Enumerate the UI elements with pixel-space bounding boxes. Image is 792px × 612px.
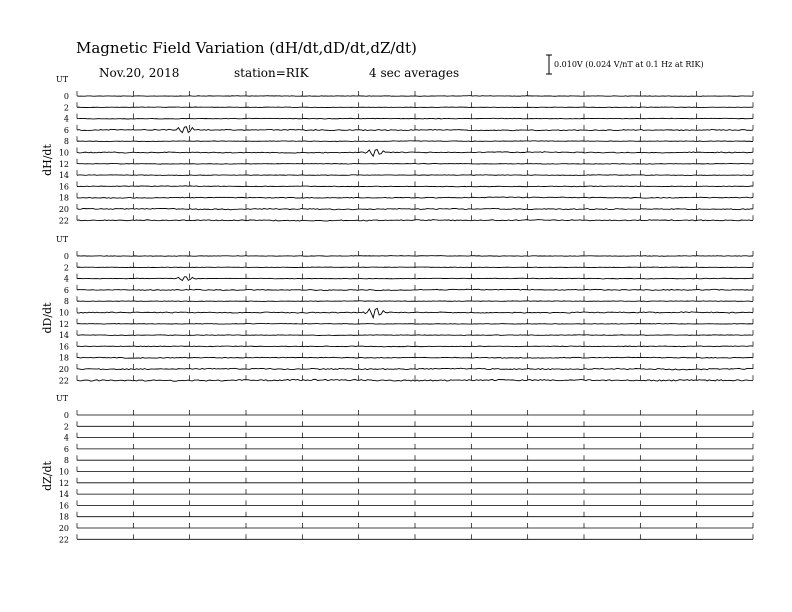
trace-line (77, 335, 753, 336)
hour-label: 22 (58, 216, 69, 226)
scale-bar (546, 55, 552, 74)
hour-label: 12 (58, 478, 69, 488)
trace-line (77, 186, 753, 187)
hour-label: 8 (63, 137, 69, 147)
hour-label: 6 (63, 444, 69, 454)
hour-label: 16 (58, 342, 69, 352)
trace-line (77, 107, 753, 108)
hour-label: 2 (63, 103, 69, 113)
ut-label: UT (56, 75, 69, 84)
hour-label: 2 (63, 422, 69, 432)
hour-label: 4 (63, 114, 69, 124)
trace-line (77, 301, 753, 302)
hour-label: 12 (58, 159, 69, 169)
hour-label: 8 (63, 297, 69, 307)
hour-label: 20 (58, 524, 69, 533)
averaging-label: 4 sec averages (369, 66, 460, 80)
hour-label: 20 (58, 205, 69, 214)
hour-label: 2 (63, 263, 69, 273)
trace-line (77, 141, 753, 142)
hour-label: 0 (63, 92, 69, 101)
hour-label: 10 (58, 467, 69, 477)
hour-label: 22 (58, 535, 69, 545)
hour-label: 12 (58, 319, 69, 329)
station-label: station=RIK (234, 66, 309, 80)
hour-label: 14 (58, 490, 69, 500)
hour-label: 16 (58, 501, 69, 511)
trace-line (77, 175, 753, 176)
panel-2 (41, 235, 753, 385)
hour-label: 18 (58, 353, 69, 363)
hour-label: 14 (58, 331, 69, 341)
panel-1 (41, 75, 753, 225)
date-label: Nov.20, 2018 (99, 66, 180, 80)
hour-label: 6 (63, 285, 69, 295)
hour-label: 6 (63, 125, 69, 135)
trace-line (77, 220, 753, 222)
trace-line (77, 256, 753, 257)
ut-label: UT (56, 394, 69, 403)
hour-label: 18 (58, 193, 69, 203)
trace-line (77, 267, 753, 268)
ut-label: UT (56, 235, 69, 244)
hour-label: 4 (63, 274, 69, 284)
hour-label: 0 (63, 411, 69, 420)
component-label: dZ/dt (41, 461, 54, 491)
trace-line (77, 118, 753, 119)
chart-title: Magnetic Field Variation (dH/dt,dD/dt,dZ/dt) (76, 39, 417, 57)
hour-label: 4 (63, 433, 69, 443)
hour-label: 16 (58, 182, 69, 192)
component-label: dD/dt (41, 302, 54, 334)
hour-label: 22 (58, 376, 69, 386)
hour-label: 10 (58, 148, 69, 158)
panel-3 (41, 394, 753, 544)
trace-line (77, 163, 753, 164)
hour-label: 0 (63, 252, 69, 261)
hour-label: 10 (58, 308, 69, 318)
component-label: dH/dt (41, 144, 54, 176)
scale-legend-label: 0.010V (0.024 V/nT at 0.1 Hz at RIK) (554, 60, 704, 69)
trace-line (77, 96, 753, 97)
trace-line (77, 357, 753, 358)
hour-label: 18 (58, 512, 69, 522)
hour-label: 14 (58, 171, 69, 181)
hour-label: 8 (63, 456, 69, 466)
hour-label: 20 (58, 365, 69, 374)
